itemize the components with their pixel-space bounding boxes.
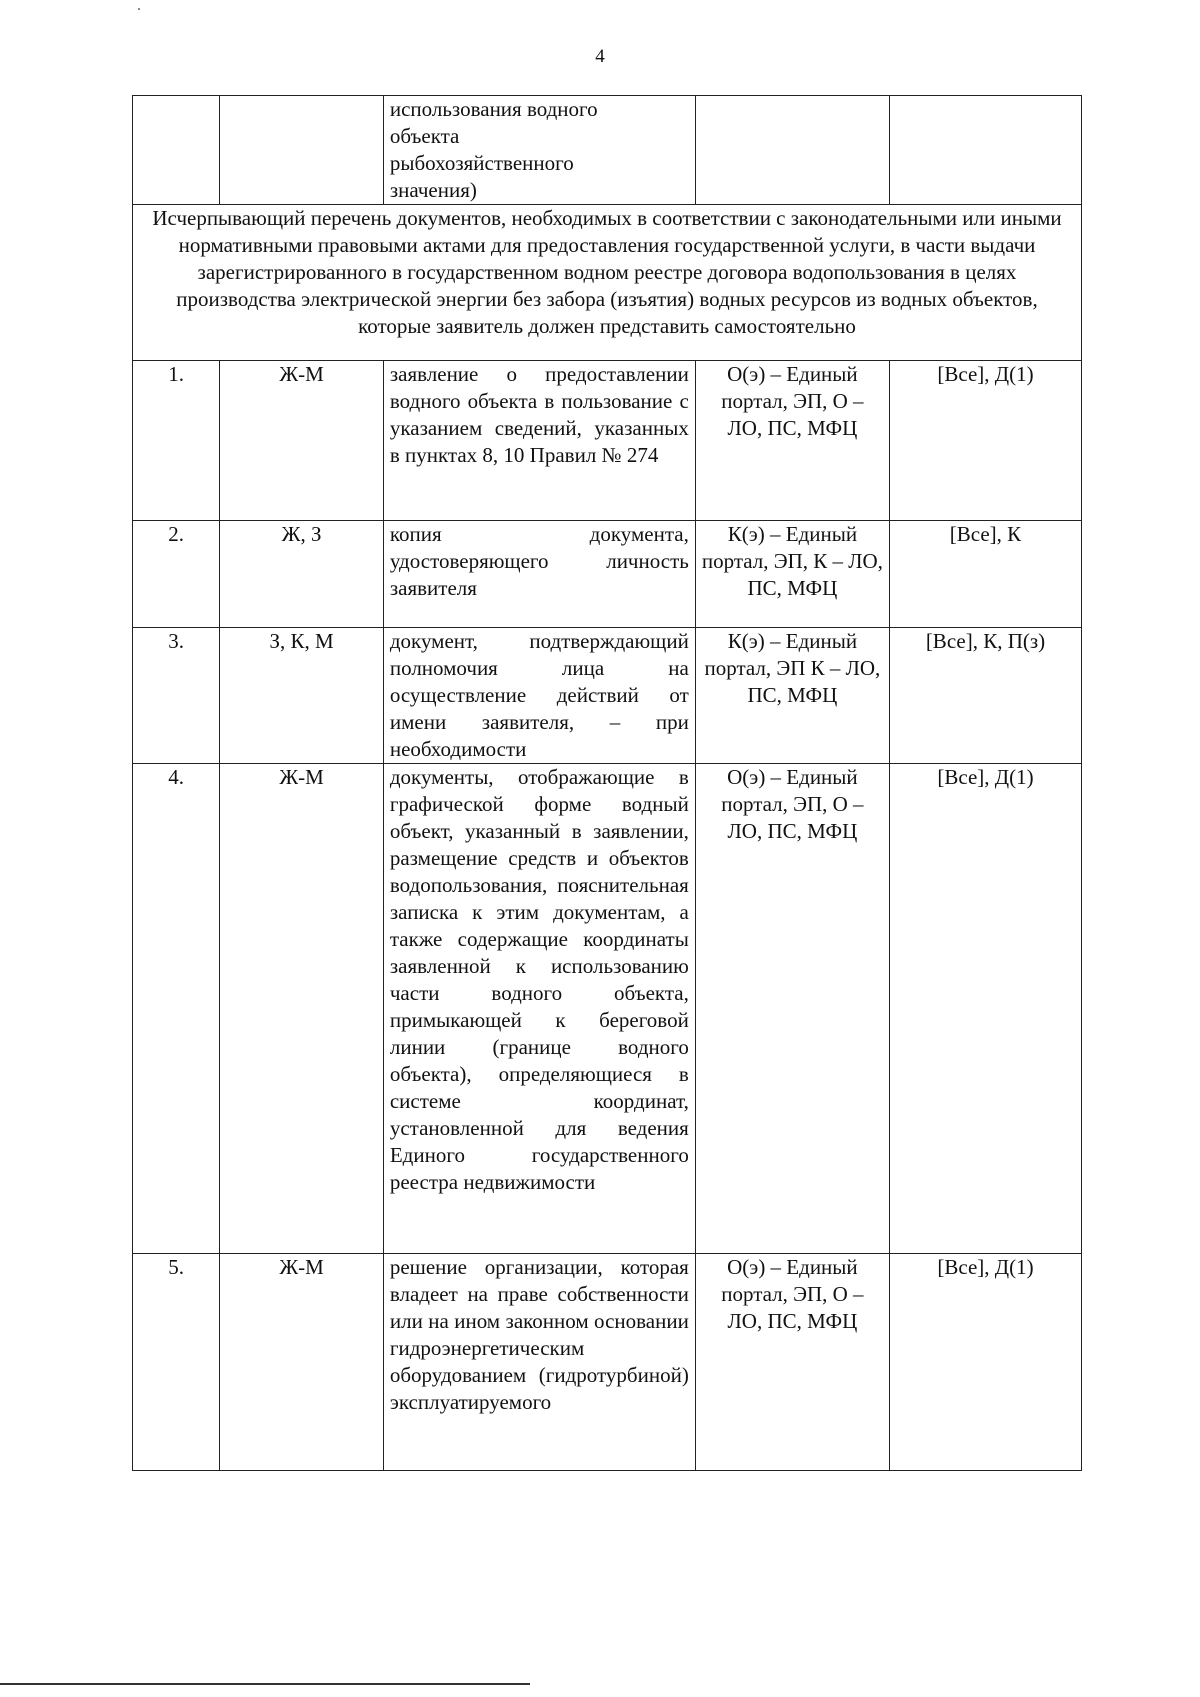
row-note: [Все], К — [889, 521, 1081, 628]
continuation-line-4: значения) — [389, 178, 477, 202]
row-submission-form: О(э) – Единый портал, ЭП, О – ЛО, ПС, МФЦ — [695, 1254, 889, 1471]
bottom-rule — [0, 1683, 530, 1685]
continuation-description — [383, 96, 695, 205]
row-number: 2. — [133, 521, 220, 628]
row-category: Ж-М — [220, 1254, 384, 1471]
table-row — [133, 521, 1082, 628]
row-description: копия документа, удостоверяющего личность заявителя — [383, 521, 695, 628]
table-row — [133, 361, 1082, 521]
row-category: Ж-М — [220, 764, 384, 1254]
row-category: З, К, М — [220, 628, 384, 764]
row-submission-form: О(э) – Единый портал, ЭП, О – ЛО, ПС, МФЦ — [695, 361, 889, 521]
row-number: 1. — [133, 361, 220, 521]
row-category: Ж-М — [220, 361, 384, 521]
row-number: 4. — [133, 764, 220, 1254]
section-heading-row — [133, 205, 1082, 361]
row-note: [Все], Д(1) — [889, 361, 1081, 521]
row-note: [Все], Д(1) — [889, 1254, 1081, 1471]
row-description: документы, отображающие в графической форме водный объект, указанный в заявлении, размещение средств и объектов водопользования, пояснительная записка к этим документам, а также содержащие координаты заявленной к использованию части водного объекта, примыкающей к береговой линии (границе водного объекта), определяющиеся в системе координат, установленной для ведения Единого государственного реестра недвижимости — [383, 764, 695, 1254]
table-row — [133, 628, 1082, 764]
row-note: [Все], К, П(з) — [889, 628, 1081, 764]
row-submission-form: К(э) – Единый портал, ЭП, К – ЛО, ПС, МФЦ — [695, 521, 889, 628]
page-number: 4 — [595, 46, 605, 67]
row-description: решение организации, которая владеет на праве собственности или на ином законном основании гидроэнергетическим оборудованием (гидротурбиной) эксплуатируемого — [383, 1254, 695, 1471]
row-description: документ, подтверждающий полномочия лица на осуществление действий от имени заявителя, – при необходимости — [383, 628, 695, 764]
continuation-line-2: объекта — [389, 124, 460, 148]
documents-table — [132, 95, 1082, 1471]
table-row — [133, 1254, 1082, 1471]
row-note: [Все], Д(1) — [889, 764, 1081, 1254]
row-number: 5. — [133, 1254, 220, 1471]
empty-cell — [695, 96, 889, 205]
row-category: Ж, З — [220, 521, 384, 628]
empty-cell — [133, 96, 220, 205]
scan-artifact — [138, 8, 140, 10]
section-heading: Исчерпывающий перечень документов, необходимых в соответствии с законодательными или иными нормативными правовыми актами для предоставления государственной услуги, в части выдачи зарегистрированного в государственном водном реестре договора водопользования в целях производства электрической энергии без забора (изъятия) водных ресурсов из водных объектов, которые заявитель должен представить самостоятельно — [133, 205, 1082, 361]
table-row — [133, 764, 1082, 1254]
empty-cell — [220, 96, 384, 205]
continuation-line-3: рыбохозяйственного — [389, 151, 574, 175]
row-submission-form: О(э) – Единый портал, ЭП, О – ЛО, ПС, МФЦ — [695, 764, 889, 1254]
row-submission-form: К(э) – Единый портал, ЭП К – ЛО, ПС, МФЦ — [695, 628, 889, 764]
empty-cell — [889, 96, 1081, 205]
continuation-row — [133, 96, 1082, 205]
row-description: заявление о предоставлении водного объекта в пользование с указанием сведений, указанных в пунктах 8, 10 Правил № 274 — [383, 361, 695, 521]
row-number: 3. — [133, 628, 220, 764]
continuation-line-1-wrap — [390, 96, 689, 123]
continuation-line-1: использования водного — [389, 97, 598, 121]
